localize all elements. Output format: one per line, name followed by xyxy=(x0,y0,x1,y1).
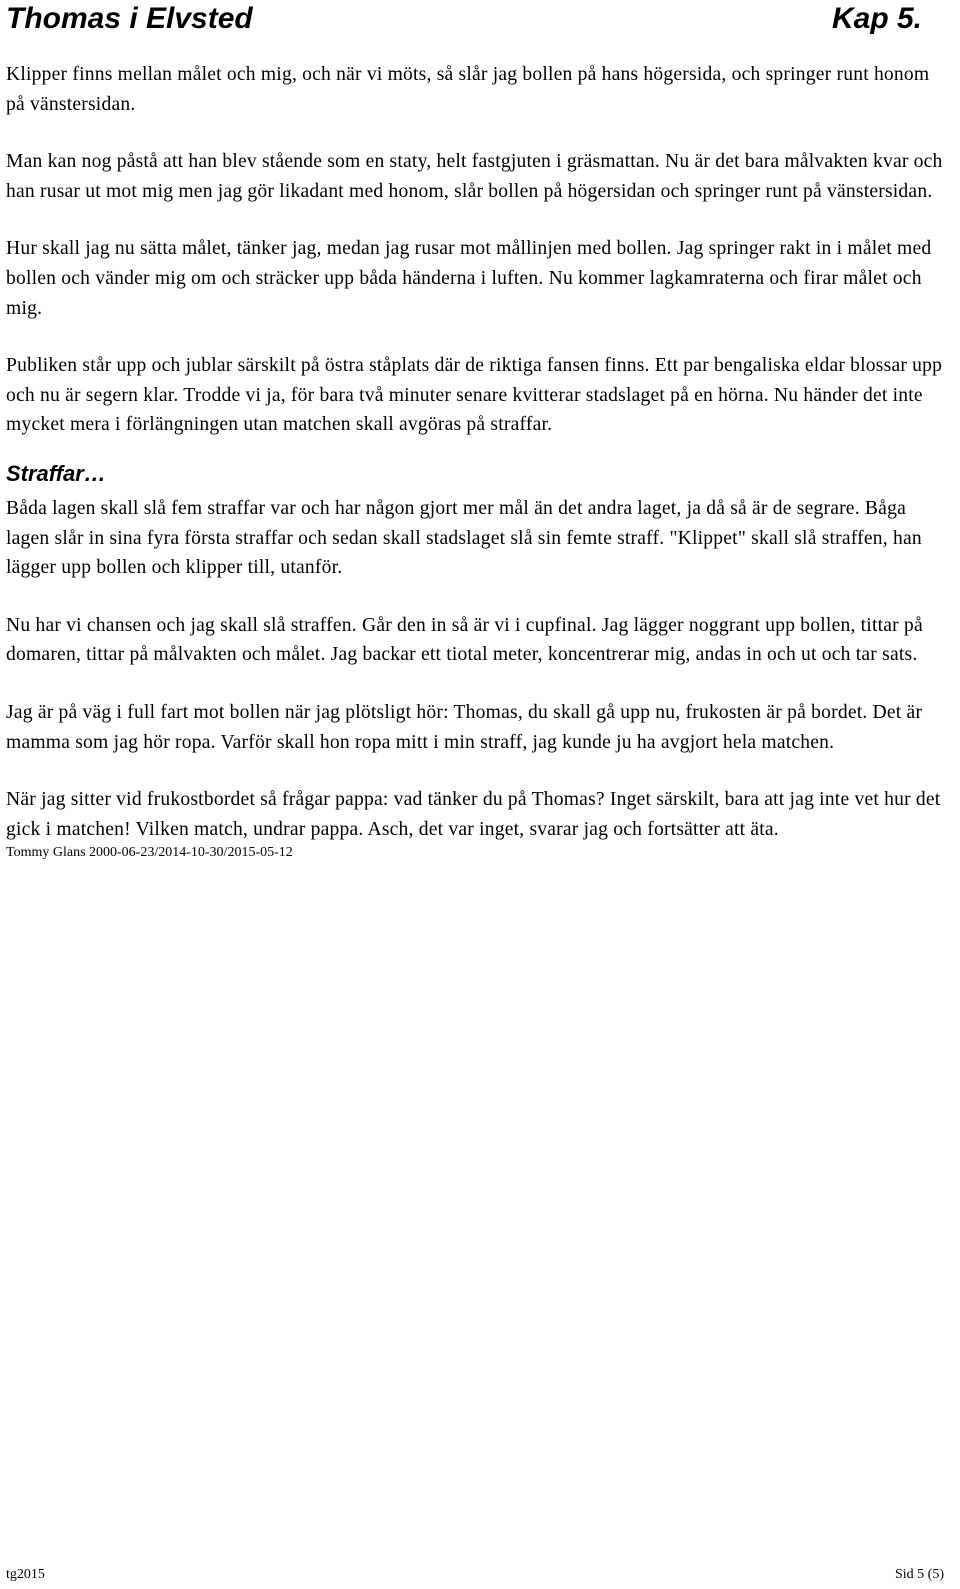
page-footer xyxy=(6,1566,944,1584)
paragraph-4: Publiken står upp och jublar särskilt på östra ståplats där de riktiga fansen finns. Ett par bengaliska eldar blossar upp och nu är segern klar. Trodde vi ja, för bara två minuter senare kvitterar stadslaget på en hörna. Nu händer det inte mycket mera i förlängningen utan matchen skall avgöras på straffar. xyxy=(6,355,943,436)
footer-left-label: tg2015 xyxy=(6,1567,45,1582)
paragraph-8: När jag sitter vid frukostbordet så frågar pappa: vad tänker du på Thomas? Inget särskilt, bara att jag inte vet hur det gick i matchen! Vilken match, undrar pappa. Asch, det var inget, svarar jag och fortsätter att äta. xyxy=(6,789,941,840)
paragraph-3: Hur skall jag nu sätta målet, tänker jag, medan jag rusar mot mållinjen med bollen. Jag springer rakt in i målet med bollen och vänder mig om och sträcker upp båda händerna i luften. Nu kommer lagkamraterna och firar målet och mig. xyxy=(6,238,932,319)
document-title: Thomas i Elvsted xyxy=(6,2,253,35)
section-heading: Straffar… xyxy=(6,460,106,486)
paragraph-5: Båda lagen skall slå fem straffar var och har någon gjort mer mål än det andra laget, ja då så är de segrare. Båga lagen slår in sina fyra första straffar och sedan skall stadslaget slå sin femte straff. "Klippet" skall slå straffen, han lägger upp bollen och klipper till, utanför. xyxy=(6,497,922,579)
paragraph-2: Man kan nog påstå att han blev stående som en staty, helt fastgjuten i gräsmattan. Nu är det bara målvakten kvar och han rusar ut mot mig men jag gör likadant med honom, slår bollen på högersidan och springer runt på vänstersidan. xyxy=(6,151,943,202)
author-date-line: Tommy Glans 2000-06-23/2014-10-30/2015-05-12 xyxy=(6,845,293,861)
page-header xyxy=(6,0,922,38)
paragraph-7: Jag är på väg i full fart mot bollen när jag plötsligt hör: Thomas, du skall gå upp nu, frukosten är på bordet. Det är mamma som jag hör ropa. Varför skall hon ropa mitt i min straff, jag kunde ju ha avgjort hela matchen. xyxy=(6,701,923,753)
chapter-label: Kap 5. xyxy=(831,2,922,35)
paragraph-1: Klipper finns mellan målet och mig, och när vi möts, så slår jag bollen på hans högersida, och springer runt honom på vänstersidan. xyxy=(6,64,930,115)
paragraph-6: Nu har vi chansen och jag skall slå straffen. Går den in så är vi i cupfinal. Jag lägger noggrant upp bollen, tittar på domaren, tittar på målvakten och målet. Jag backar ett tiotal meter, koncentrerar mig, andas in och ut och tar sats. xyxy=(6,614,923,666)
story-body xyxy=(6,60,946,862)
page-number: Sid 5 (5) xyxy=(895,1567,944,1582)
